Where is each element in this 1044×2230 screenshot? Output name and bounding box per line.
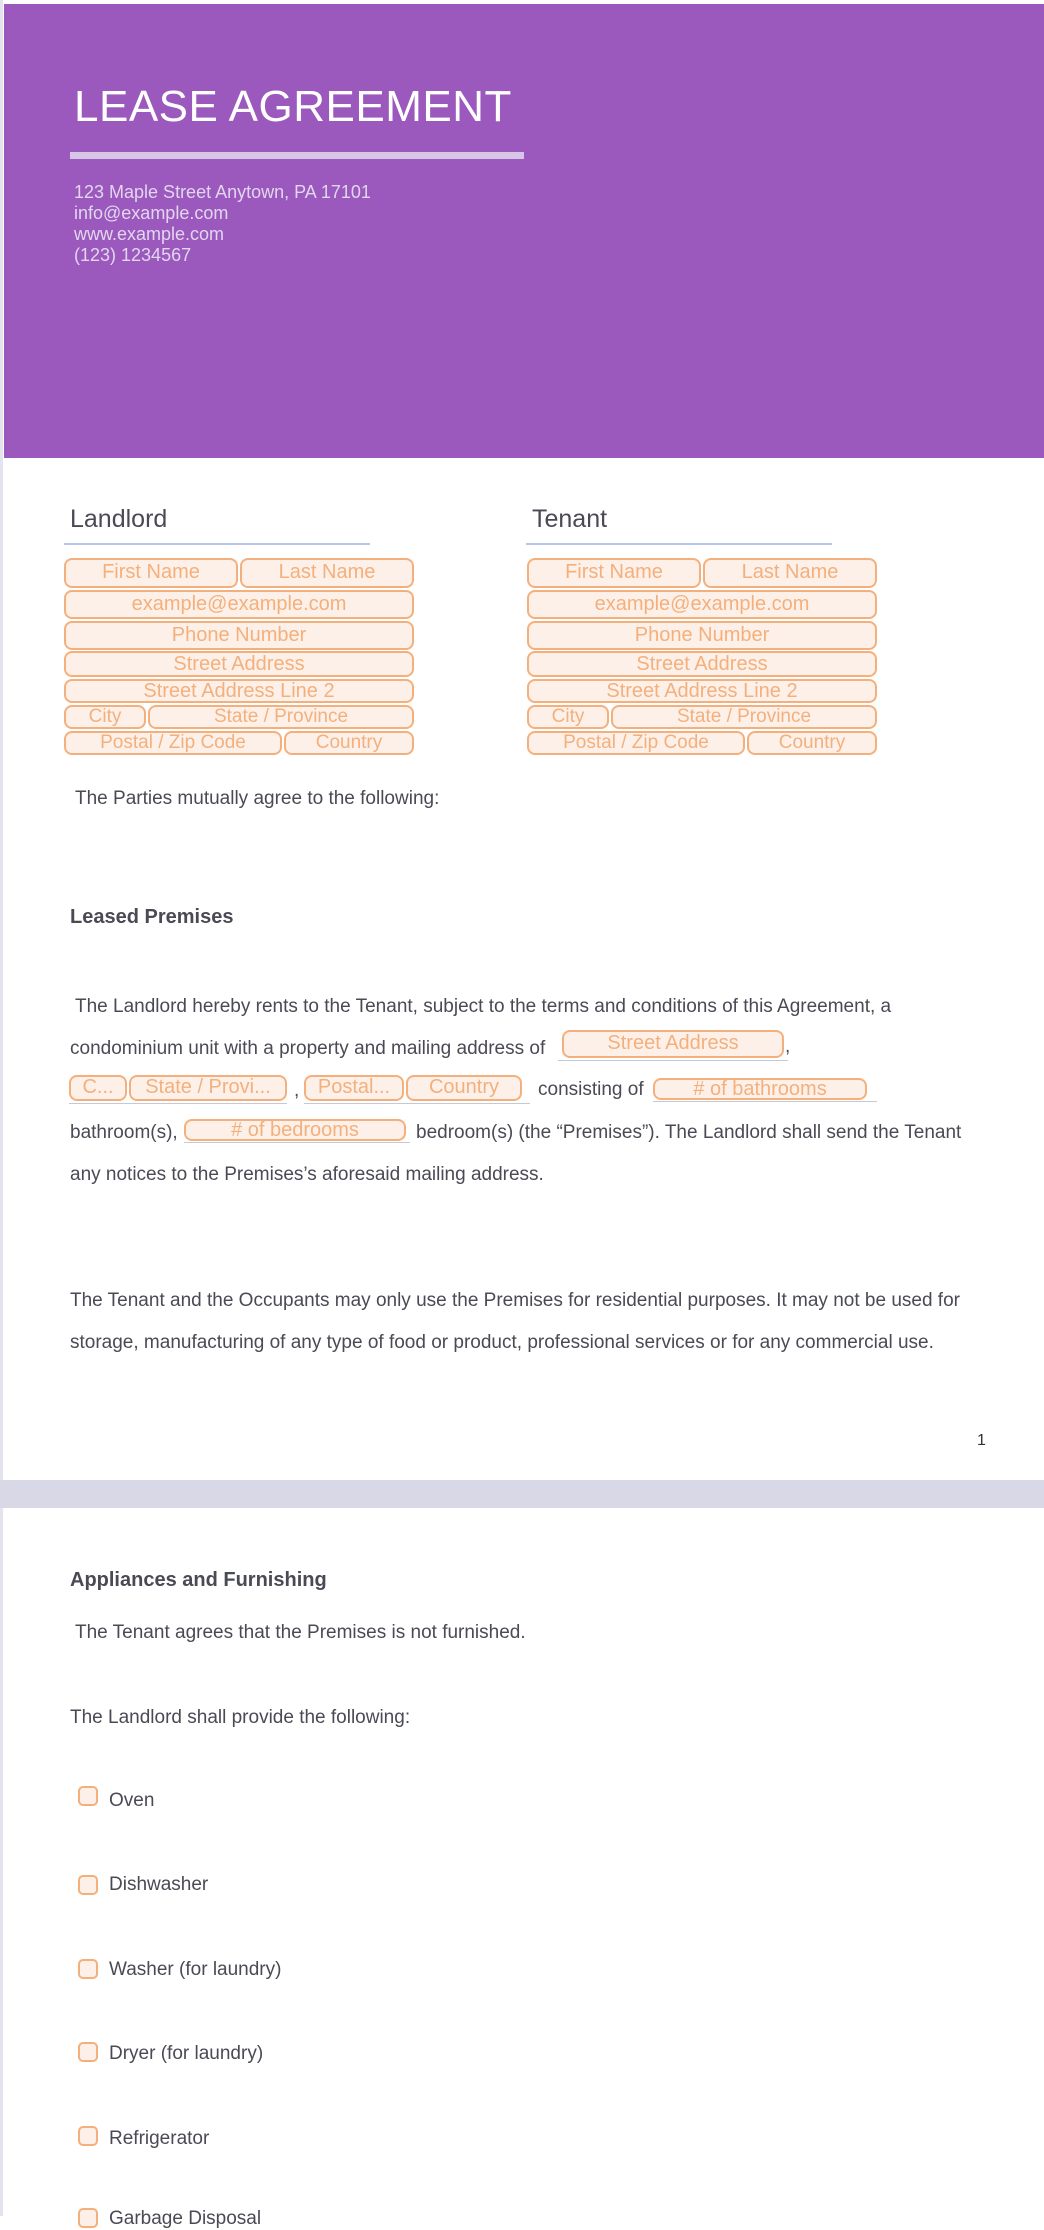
premises-postal-field[interactable]: Postal... (304, 1075, 404, 1101)
company-address: 123 Maple Street Anytown, PA 17101 (74, 182, 371, 202)
premises-street-field[interactable]: Street Address (562, 1030, 784, 1058)
landlord-street2-field[interactable]: Street Address Line 2 (64, 679, 414, 703)
tenant-city-field[interactable]: City (527, 705, 609, 729)
bedrooms-text: bedroom(s) (the “Premises”). The Landlord shall send the Tenant (416, 1122, 962, 1143)
tenant-zip-field[interactable]: Postal / Zip Code (527, 731, 745, 755)
bathrooms-field[interactable]: # of bathrooms (653, 1078, 867, 1100)
tenant-street2-field[interactable]: Street Address Line 2 (527, 679, 877, 703)
comma-separator: , (294, 1080, 300, 1101)
tenant-country-field[interactable]: Country (747, 731, 877, 755)
landlord-state-field[interactable]: State / Province (148, 705, 414, 729)
premises-text-line1: The Landlord hereby rents to the Tenant, subject to the terms and conditions of this Agreement, a (75, 996, 892, 1017)
not-furnished-text: The Tenant agrees that the Premises is not furnished. (75, 1622, 526, 1643)
dryer-checkbox[interactable] (78, 2042, 98, 2062)
tenant-street-field[interactable]: Street Address (527, 651, 877, 677)
landlord-zip-field[interactable]: Postal / Zip Code (64, 731, 282, 755)
page-separator (0, 1480, 1044, 1508)
use-text-line1: The Tenant and the Occupants may only use the Premises for residential purposes. It may not be used for (70, 1290, 960, 1311)
appliances-heading: Appliances and Furnishing (70, 1569, 327, 1591)
landlord-title: Landlord (70, 505, 168, 533)
premises-street-underline (558, 1060, 788, 1061)
landlord-phone-field[interactable]: Phone Number (64, 621, 414, 650)
refrigerator-checkbox[interactable] (78, 2126, 98, 2146)
tenant-title: Tenant (532, 505, 608, 533)
landlord-email-field[interactable]: example@example.com (64, 590, 414, 619)
tenant-first-name-field[interactable]: First Name (527, 558, 701, 588)
landlord-street-field[interactable]: Street Address (64, 651, 414, 677)
bedrooms-underline (184, 1142, 410, 1143)
premises-city-field[interactable]: C... (69, 1075, 127, 1101)
page-number: 1 (977, 1432, 986, 1449)
use-text-line2: storage, manufacturing of any type of food or product, professional services or for any commercial use. (70, 1332, 934, 1353)
comma-separator: , (785, 1036, 791, 1057)
bedrooms-field[interactable]: # of bedrooms (184, 1119, 406, 1141)
landlord-last-name-field[interactable]: Last Name (240, 558, 414, 588)
premises-city-state-underline (69, 1103, 287, 1104)
landlord-country-field[interactable]: Country (284, 731, 414, 755)
dishwasher-checkbox[interactable] (78, 1875, 98, 1895)
tenant-last-name-field[interactable]: Last Name (703, 558, 877, 588)
oven-label: Oven (109, 1790, 155, 1811)
landlord-provide-text: The Landlord shall provide the following: (70, 1707, 411, 1728)
page-left-edge (0, 0, 3, 2216)
dishwasher-label: Dishwasher (109, 1874, 209, 1895)
landlord-city-field[interactable]: City (64, 705, 146, 729)
refrigerator-label: Refrigerator (109, 2128, 210, 2149)
bathrooms-text: bathroom(s), (70, 1122, 178, 1143)
company-phone: (123) 1234567 (74, 245, 192, 265)
premises-country-field[interactable]: Country (406, 1075, 522, 1101)
washer-checkbox[interactable] (78, 1959, 98, 1979)
garbage-disposal-label: Garbage Disposal (109, 2208, 262, 2229)
parties-agree-text: The Parties mutually agree to the following: (75, 788, 440, 809)
company-email: info@example.com (74, 203, 229, 223)
premises-text-line2: condominium unit with a property and mailing address of (70, 1038, 546, 1059)
dryer-label: Dryer (for laundry) (109, 2043, 264, 2064)
premises-text-line5: any notices to the Premises’s aforesaid mailing address. (70, 1164, 544, 1185)
washer-label: Washer (for laundry) (109, 1959, 282, 1980)
tenant-state-field[interactable]: State / Province (611, 705, 877, 729)
garbage-disposal-checkbox[interactable] (78, 2208, 98, 2228)
leased-premises-heading: Leased Premises (70, 906, 234, 928)
document-title: LEASE AGREEMENT (74, 82, 512, 131)
tenant-phone-field[interactable]: Phone Number (527, 621, 877, 650)
tenant-email-field[interactable]: example@example.com (527, 590, 877, 619)
consisting-of-text: consisting of (538, 1079, 644, 1100)
bathrooms-underline (653, 1101, 877, 1102)
oven-checkbox[interactable] (78, 1786, 98, 1806)
premises-postal-country-underline (304, 1103, 530, 1104)
tenant-divider (526, 543, 832, 545)
company-website: www.example.com (74, 224, 225, 244)
premises-state-field[interactable]: State / Provi... (129, 1075, 287, 1101)
landlord-divider (64, 543, 370, 545)
landlord-first-name-field[interactable]: First Name (64, 558, 238, 588)
title-divider (70, 152, 524, 159)
